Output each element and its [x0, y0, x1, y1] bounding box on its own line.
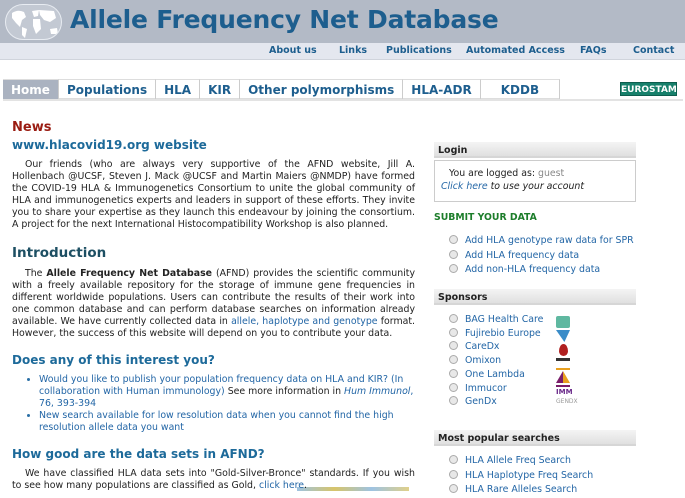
nav-contact[interactable]: Contact: [633, 45, 675, 56]
main-tabs: [3, 79, 560, 99]
low-resolution-search-link[interactable]: New search available for low resolution data when you cannot find the high resolution allele data you want: [39, 410, 394, 433]
sponsors-heading: Sponsors: [434, 289, 636, 305]
bag-logo[interactable]: [556, 316, 570, 328]
submit-heading: SUBMIT YOUR DATA: [434, 212, 537, 223]
nav-links[interactable]: Links: [339, 45, 368, 56]
intro-body: [12, 268, 415, 340]
popular-heading: Most popular searches: [434, 430, 636, 446]
login-heading: Login: [434, 142, 636, 158]
tab-populations[interactable]: Populations: [59, 79, 156, 99]
logged-as-label: You are logged as:: [449, 168, 538, 179]
quality-heading: How good are the data sets in AFND?: [12, 447, 265, 461]
haplotype-freq-search-link[interactable]: HLA Haplotype Freq Search: [449, 469, 636, 484]
rare-alleles-search-link[interactable]: HLA Rare Alleles Search: [449, 483, 636, 498]
login-box: [434, 160, 636, 202]
popular-panel: [434, 430, 636, 498]
eurostam-button[interactable]: EUROSTAM: [620, 82, 677, 96]
intro-bold: Allele Frequency Net Database: [46, 268, 213, 279]
interest-list: [39, 374, 415, 434]
journal-ref[interactable]: , 76, 393-394: [39, 386, 414, 409]
news-title-link[interactable]: www.hlacovid19.org website: [12, 138, 207, 152]
intro-heading: Introduction: [12, 245, 107, 261]
allele-haplotype-genotype-link[interactable]: allele, haplotype and genotype: [231, 316, 378, 327]
intro-text: (AFND) provides the scientific community with a freely available repository for the storage of immune gene frequencies in different worldwide populations. Users can contribute the results of their work into one common database and can perform database searches on information already available. We have currently collected data in: [12, 268, 415, 327]
publish-data-link[interactable]: Would you like to publish your population frequency data on HLA and KIR? (In collaboration with Human immunology): [39, 374, 404, 397]
sponsors-list: [449, 313, 636, 409]
submit-genotype-link[interactable]: Add HLA genotype raw data for SPR: [449, 234, 636, 249]
allele-freq-search-link[interactable]: HLA Allele Freq Search: [449, 454, 636, 469]
tab-other-polymorphisms[interactable]: Other polymorphisms: [240, 79, 403, 99]
submit-non-hla-link[interactable]: Add non-HLA frequency data: [449, 263, 636, 278]
top-nav: [0, 43, 685, 60]
submit-list: [449, 234, 636, 278]
caredx-logo[interactable]: [559, 344, 568, 356]
journal-link[interactable]: Hum Immunol: [344, 386, 411, 397]
sponsor-immucor[interactable]: Immucor: [449, 382, 636, 396]
sponsor-omixon[interactable]: Omixon: [449, 354, 636, 368]
omixon-logo[interactable]: [556, 358, 570, 370]
submit-panel: [434, 212, 636, 278]
list-item: [39, 374, 415, 410]
quality-text-end: .: [304, 480, 308, 491]
nav-about-us[interactable]: About us: [269, 45, 317, 56]
header-banner: [0, 0, 685, 43]
nav-publications[interactable]: Publications: [386, 45, 452, 56]
news-heading: News: [12, 120, 52, 135]
nav-faqs[interactable]: FAQs: [580, 45, 607, 56]
world-map-logo[interactable]: [5, 4, 62, 40]
account-text: to use your account: [487, 181, 585, 192]
sponsor-one-lambda[interactable]: One Lambda: [449, 368, 636, 382]
quality-body: [12, 468, 415, 492]
username: guest: [538, 168, 565, 179]
quality-text: We have classified HLA data sets into "Gold-Silver-Bronce" standards. If you wish to see how many populations are classified as Gold,: [12, 468, 415, 491]
submit-hla-frequency-link[interactable]: Add HLA frequency data: [449, 249, 636, 264]
intro-text: format. However, the success of this website will depend on you to contribute your data.: [12, 316, 415, 339]
tab-hla[interactable]: HLA: [156, 79, 200, 99]
login-panel: [434, 142, 636, 202]
sponsor-caredx[interactable]: CareDx: [449, 340, 636, 354]
intro-text: The: [25, 268, 47, 279]
sponsor-bag-health-care[interactable]: BAG Health Care: [449, 313, 636, 327]
tab-hla-adr[interactable]: HLA-ADR: [403, 79, 480, 99]
gendx-logo[interactable]: GENDX: [556, 398, 578, 405]
tab-divider: [3, 99, 683, 101]
sponsors-panel: [434, 289, 636, 409]
immucor-logo[interactable]: IMM: [556, 385, 570, 397]
interest-heading: Does any of this interest you?: [12, 353, 215, 367]
tab-kir[interactable]: KIR: [200, 79, 240, 99]
news-body: Our friends (who are always very supportive of the AFND website, Jill A. Hollenbach @UCSF, Steven J. Mack @UCSF and Martin Maiers @NMDP) have formed the COVID-19 HLA & Immunogenetics Consortium to unite the global community of HLA and immunogenetics experts and leaders in support of these efforts. They invite you to share your expertise as they launch this endeavour by joining the consortium. A project for the next International Histocompatibility Workshop is also planned.: [12, 159, 415, 230]
sponsor-gendx[interactable]: GenDx: [449, 395, 636, 409]
list-item: [39, 410, 415, 434]
sponsor-fujirebio[interactable]: Fujirebio Europe: [449, 327, 636, 341]
tab-kddb[interactable]: KDDB: [481, 79, 560, 99]
main-content: [12, 120, 415, 492]
site-title: Allele Frequency Net Database: [70, 5, 499, 34]
gold-click-here-link[interactable]: click here: [258, 480, 305, 491]
tab-home[interactable]: Home: [3, 79, 59, 99]
nav-automated-access[interactable]: Automated Access: [466, 45, 565, 56]
account-click-here-link[interactable]: Click here: [441, 181, 488, 192]
info-text: See more information in: [224, 386, 345, 397]
